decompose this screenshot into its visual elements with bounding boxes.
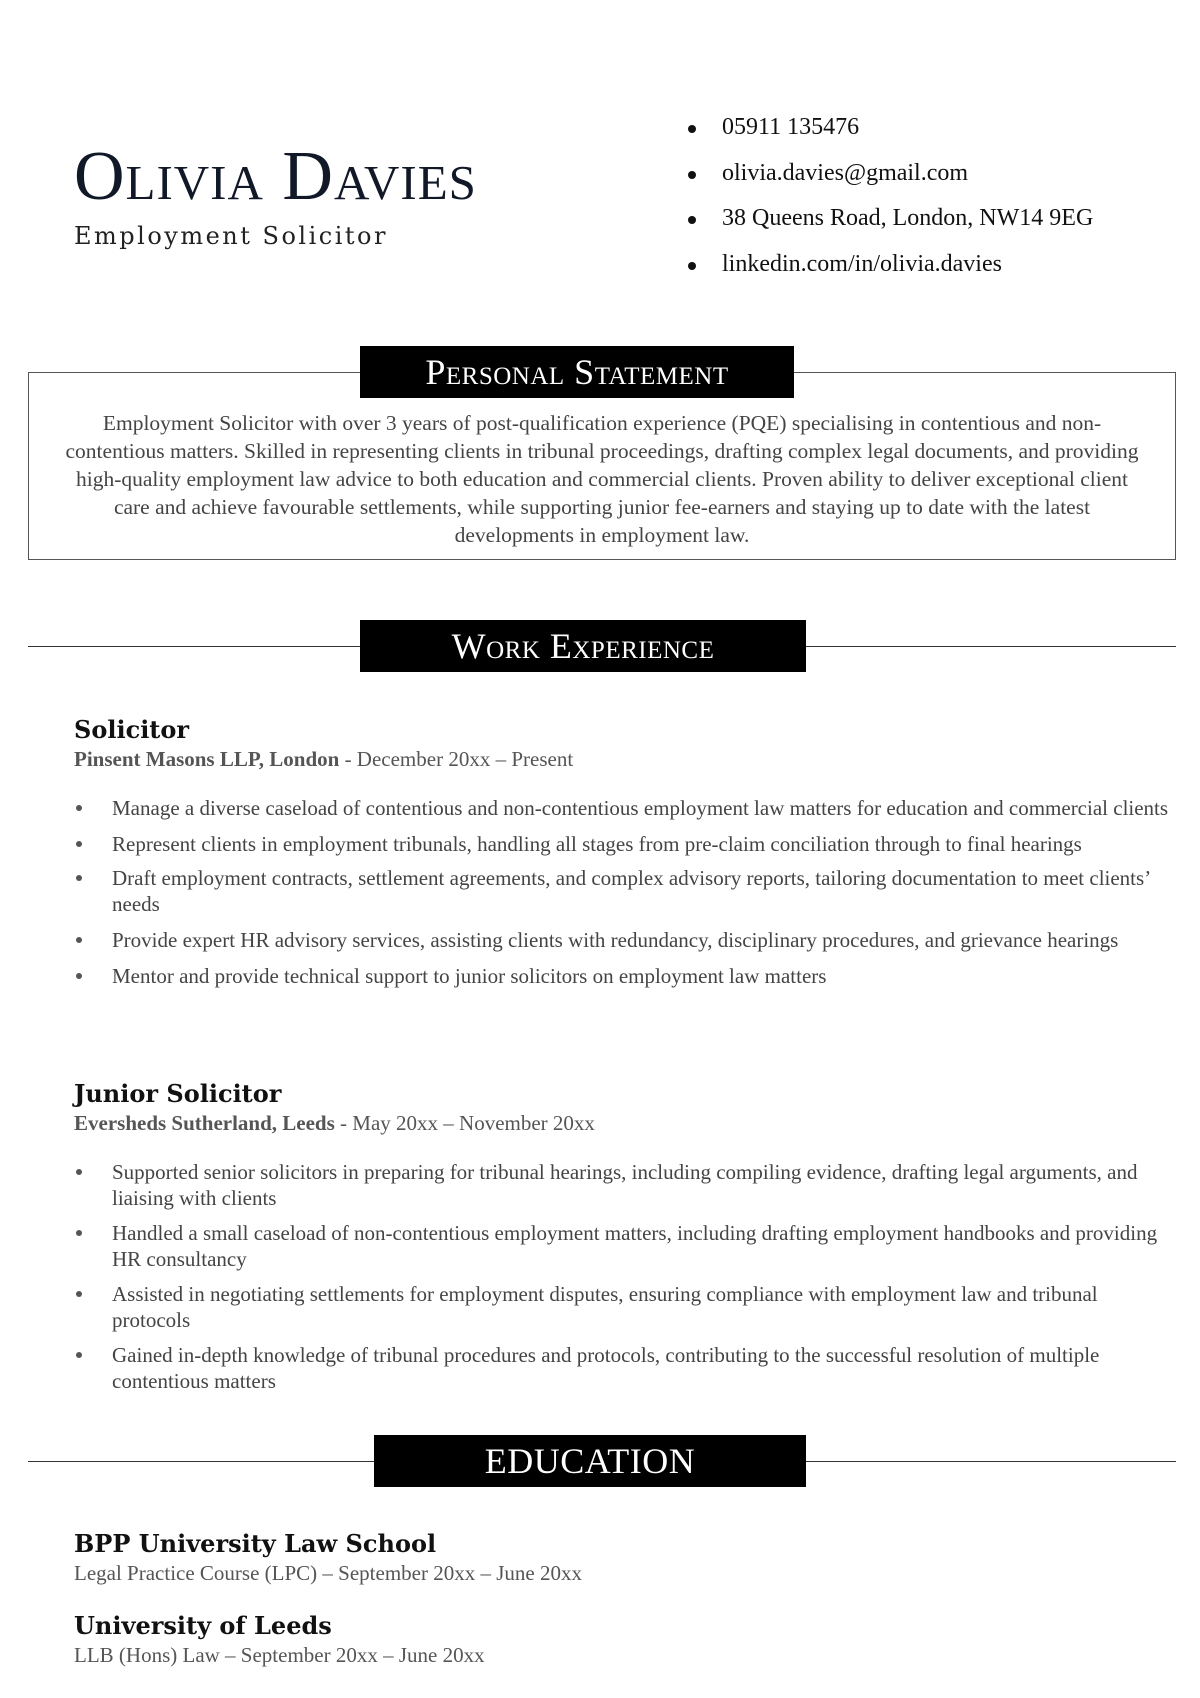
job-org: Eversheds Sutherland, Leeds (74, 1111, 335, 1135)
education-detail: LLB (Hons) Law – September 20xx – June 20xx (74, 1643, 485, 1667)
list-item: Assisted in negotiating settlements for employment disputes, ensuring compliance with employment law and tribunal protocols (74, 1281, 1174, 1333)
list-item: Mentor and provide technical support to junior solicitors on employment law matters (74, 963, 1174, 989)
candidate-name: Olivia Davies (74, 138, 477, 215)
education-school: BPP University Law School (74, 1529, 437, 1558)
job-bullets (74, 1159, 1174, 1394)
list-item: Gained in-depth knowledge of tribunal procedures and protocols, contributing to the successful resolution of multiple contentious matters (74, 1342, 1174, 1394)
contact-phone: 05911 135476 (688, 115, 1093, 161)
list-item: Draft employment contracts, settlement agreements, and complex advisory reports, tailoring documentation to meet clients’ needs (74, 865, 1174, 917)
job-meta (74, 1111, 595, 1136)
list-item: Provide expert HR advisory services, assisting clients with redundancy, disciplinary procedures, and grievance hearings (74, 927, 1174, 953)
job-org: Pinsent Masons LLP, London (74, 747, 340, 771)
list-item: Manage a diverse caseload of contentious and non-contentious employment law matters for education and commercial clients (74, 795, 1174, 821)
job-role: Employment Solicitor (74, 222, 388, 250)
list-item: Represent clients in employment tribunals, handling all stages from pre-claim conciliation through to final hearings (74, 831, 1174, 857)
job-dates: - May 20xx – November 20xx (334, 1111, 595, 1135)
contact-list (688, 115, 1093, 297)
list-item: Supported senior solicitors in preparing for tribunal hearings, including compiling evidence, drafting legal arguments, and liaising with clients (74, 1159, 1174, 1211)
job-title: Solicitor (74, 715, 190, 744)
contact-linkedin: linkedin.com/in/olivia.davies (688, 252, 1093, 298)
education-detail: Legal Practice Course (LPC) – September 20xx – June 20xx (74, 1561, 582, 1585)
job-bullets (74, 795, 1174, 989)
job-meta (74, 747, 573, 772)
contact-email: olivia.davies@gmail.com (688, 161, 1093, 207)
personal-statement-text: Employment Solicitor with over 3 years of post-qualification experience (PQE) specialising in contentious and non-contentious matters. Skilled in representing clients in tribunal proceedings, drafting complex legal documents, and providing high-quality employment law advice to both education and commercial clients. Proven ability to deliver exceptional client care and achieve favourable settlements, while supporting junior fee-earners and staying up to date with the latest developments in employment law. (65, 411, 1139, 547)
education-school: University of Leeds (74, 1611, 332, 1640)
list-item: Handled a small caseload of non-contentious employment matters, including drafting employment handbooks and providing HR consultancy (74, 1220, 1174, 1272)
personal-statement-heading: Personal Statement (360, 346, 794, 398)
work-experience-heading: Work Experience (360, 620, 806, 672)
job-dates: - December 20xx – Present (339, 747, 574, 771)
contact-address: 38 Queens Road, London, NW14 9EG (688, 206, 1093, 252)
education-heading: EDUCATION (374, 1435, 806, 1487)
job-title: Junior Solicitor (74, 1079, 282, 1108)
